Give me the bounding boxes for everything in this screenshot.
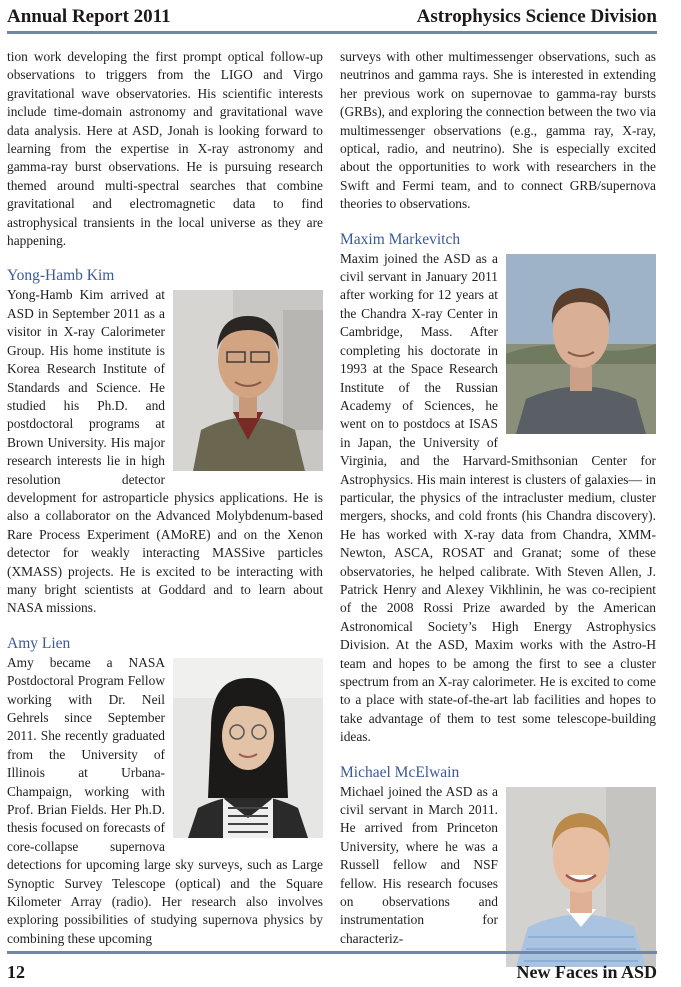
profile-heading-mcelwain: Michael McElwain <box>340 763 460 781</box>
profile-heading-markevitch: Maxim Markevitch <box>340 230 461 248</box>
profile-text-markevitch: Maxim joined the ASD as a civil servant in January 2011 after working for 12 years at the Chandra X-ray Center in Cambridge, Mass. After completing his doctorate in 1993 at the Space Research Institute of the Russian Academy of Sciences, he went on to postdocs at ISAS in Japan, the University of Virginia, and the Harvard-Smithsonian Center for Astrophysics. His main interest is clusters of galaxies— in particular, the physics of the intracluster medium, cluster mergers, shocks, and cold fronts (his Chandra discovery). He has worked with X-ray data from Chandra, XMM-Newton, ASCA, ROSAT and Granat; some of these observatories, he helped calibrate. With Steven Allen, J. Patrick Henry and Alexey Vikhlinin, he was co-recipient of the 2008 Rossi Prize awarded by the American Astronomical Society’s High Energy Astrophysics Division. At the ASD, Maxim works with the Astro-H team and hopes to be among the first to see a cluster spectrum from an X-ray calorimeter. He is excited to come to a place with state-of-the-art lab facilities and hopes to take advantage of them to test some telescope-building ideas. <box>340 250 656 745</box>
continued-paragraph: tion work developing the first prompt optical follow-up observations to triggers from the LIGO and Virgo gravitational wave observatories. His scientific interests include time-domain astronomy and gravitational wave data analysis. Here at ASD, Jonah is looking forward to learning from the expertise in X-ray astronomy and gamma-ray burst observations. He is pursuing research themed around multi-spectral searches that combine gravitational and electromagnetic data to find astrophysical transients in the local universe as they are happening. <box>7 49 323 249</box>
photo-amy-lien <box>173 658 323 838</box>
continued-paragraph-right: surveys with other multimessenger observations, such as neutrinos and gamma rays. She is interested in extending her previous work on supernovae to gamma-ray bursts (GRBs), and exploring the connection between the two via multimessenger observations (e.g., gamma ray, X-ray, optical, radio, and neutrino). She is especially excited about the opportunities to work with researchers in the Swift and Fermi team, and to connect GRB/supernova theories to observations. <box>340 49 656 212</box>
section-title: New Faces in ASD <box>516 961 657 982</box>
photo-maxim-markevitch <box>506 254 656 434</box>
photo-michael-mcelwain <box>506 787 656 967</box>
page-header <box>7 2 657 28</box>
left-column <box>7 48 323 948</box>
profile-heading-kim: Yong-Hamb Kim <box>7 267 115 285</box>
division-title: Astrophysics Science Division <box>416 6 657 27</box>
right-column <box>340 48 656 971</box>
profile-heading-lien: Amy Lien <box>7 634 71 652</box>
photo-yong-hamb-kim <box>173 290 323 471</box>
profile-text-kim: Yong-Hamb Kim arrived at ASD in September 2011 as a visitor in X-ray Calorimeter Group. His home institute is Korea Research Institute of Standards and Science. He studied his Ph.D. and postdoctoral programs at Brown University. His major research interests lie in high resolution detector development for astroparticle physics applications. He is also a collaborator on the Advanced Molybdenum-based Rare Process Experiment (AMoRE) and on the Xenon detector for weakly interacting MASSive particles (XMASS) projects. He is excited to be interacting with many bright scientists at Goddard and to learn about NASA missions. <box>7 287 323 616</box>
footer-rule <box>7 951 657 954</box>
header-rule <box>7 31 657 34</box>
page-number: 12 <box>7 961 25 982</box>
page-footer <box>7 960 657 984</box>
profile-text-lien: Amy became a NASA Postdoctoral Program Fellow working with Dr. Neil Gehrels since September 2011. She recently graduated from the University of Illinois at Urbana-Champaign, working with Prof. Brian Fields. Her Ph.D. thesis focused on forecasts of core-collapse supernova detections for upcoming large sky surveys, such as Large Synoptic Survey Telescope (optical) and the Square Kilometer Array (radio). Her research also involves exploring possibilities of studying supernova physics by combining these upcoming <box>7 654 323 946</box>
report-title: Annual Report 2011 <box>7 6 171 27</box>
profile-text-mcelwain: Michael joined the ASD as a civil servant in March 2011. He arrived from Princeton University, where he was a Russell fellow and NSF fellow. His research focuses on observations and instrumentation for characteriz- <box>340 783 498 946</box>
